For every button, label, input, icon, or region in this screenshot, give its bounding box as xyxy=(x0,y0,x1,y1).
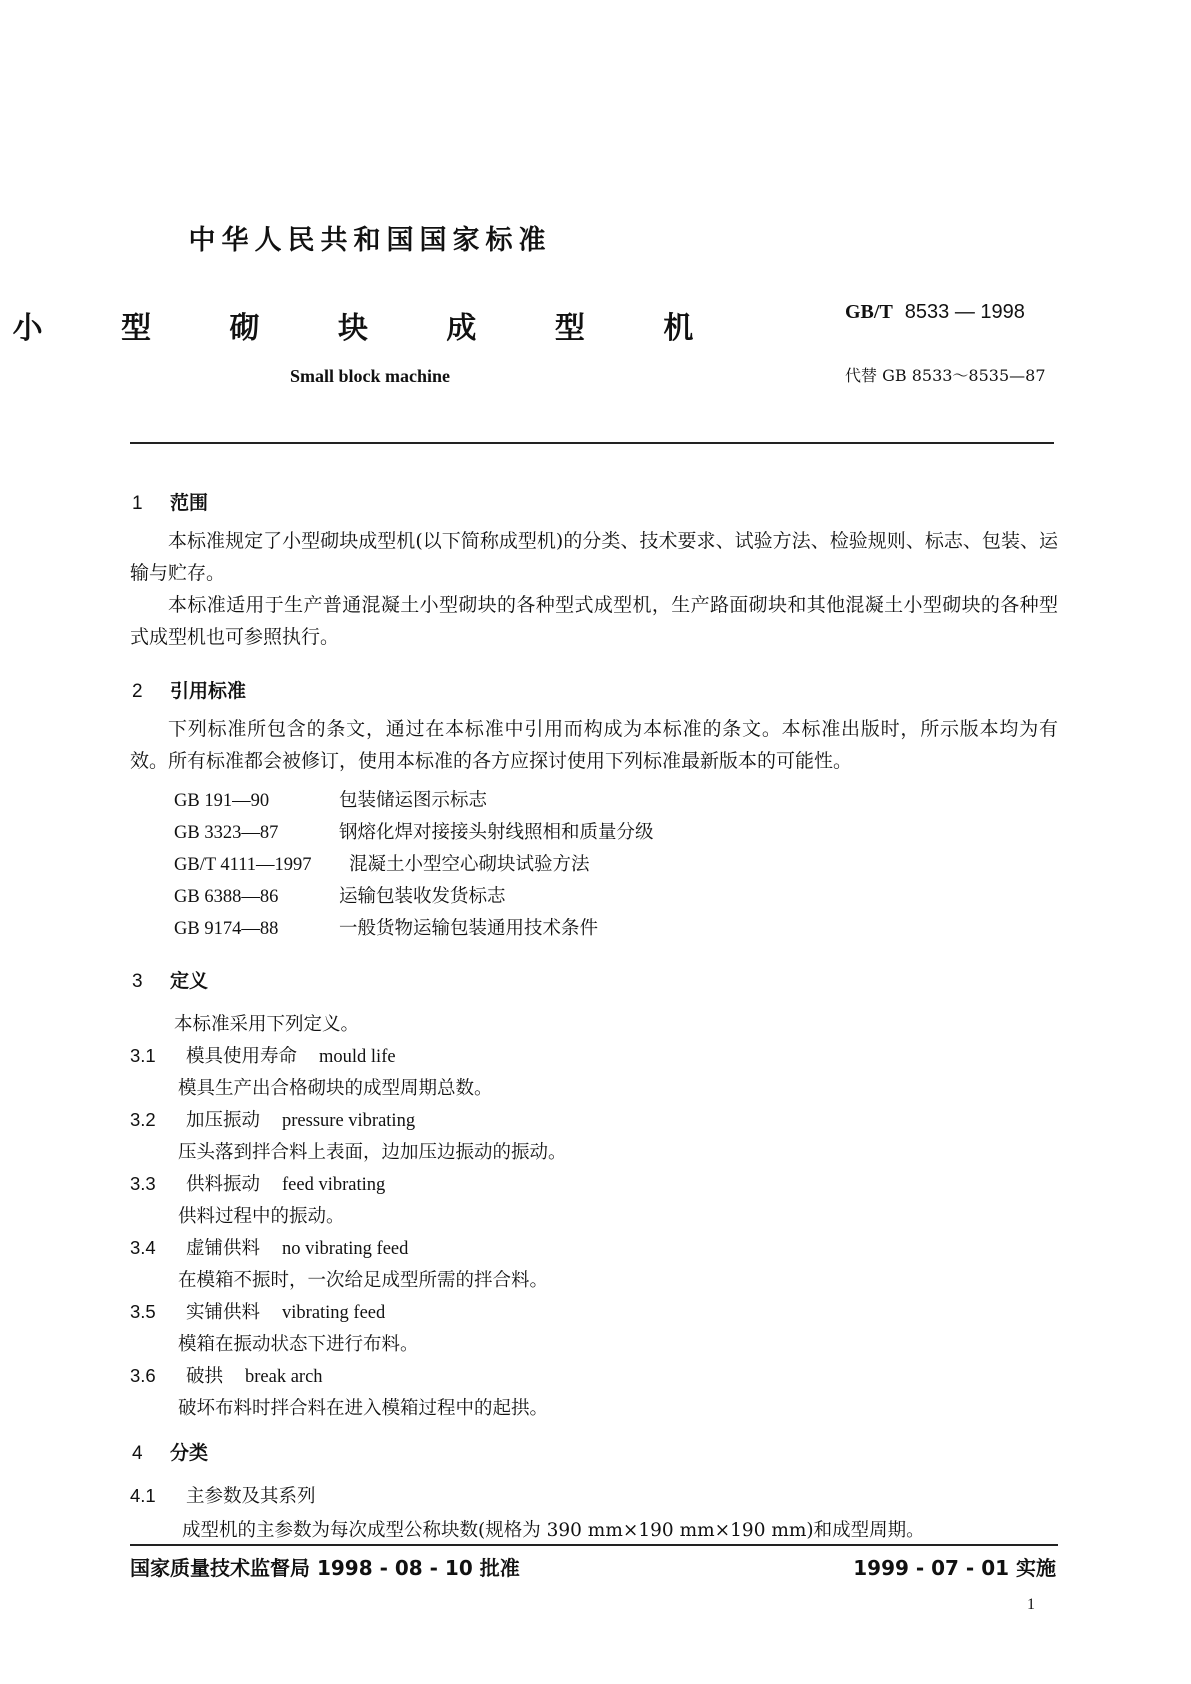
definition-number: 3.5 xyxy=(130,1301,156,1322)
definition-term-en: no vibrating feed xyxy=(282,1239,409,1259)
section-3-intro: 本标准采用下列定义。 xyxy=(174,1014,360,1035)
replaces-note: 代替 GB 8533～8535—87 xyxy=(845,366,1046,385)
definition-term-en: vibrating feed xyxy=(282,1303,386,1323)
national-standard-title: 中华人民共和国国家标准 xyxy=(188,225,552,256)
footer-divider xyxy=(130,1544,1058,1546)
document-title: 小 型 砌 块 成 型 机 xyxy=(12,311,728,346)
effective-date: 1999 - 07 - 01 实施 xyxy=(853,1556,1056,1580)
subsection-title: 主参数及其系列 xyxy=(186,1486,316,1507)
section-title: 定义 xyxy=(170,970,209,992)
definition-term-en: pressure vibrating xyxy=(282,1111,416,1131)
section-3-heading xyxy=(132,966,208,993)
definition-term-cn: 实铺供料 xyxy=(186,1302,261,1323)
reference-code: GB 6388—86 xyxy=(174,887,279,907)
definition-term xyxy=(130,1042,396,1068)
section-title: 范围 xyxy=(170,492,209,514)
reference-title: 运输包装收发货标志 xyxy=(339,886,506,907)
reference-title: 一般货物运输包装通用技术条件 xyxy=(339,918,599,939)
definition-term xyxy=(130,1170,385,1196)
header-divider xyxy=(130,442,1054,444)
subsection-number: 4.1 xyxy=(130,1485,156,1506)
definition-number: 3.3 xyxy=(130,1173,156,1194)
section-number: 1 xyxy=(132,493,143,514)
subsection-4-1-description: 成型机的主参数为每次成型公称块数(规格为 390 mm×190 mm×190 mm)和成型周期。 xyxy=(182,1520,925,1541)
definition-description: 破坏布料时拌合料在进入模箱过程中的起拱。 xyxy=(178,1398,549,1419)
subsection-4-1-heading xyxy=(130,1482,316,1508)
reference-item xyxy=(174,786,487,812)
approval-line: 国家质量技术监督局 1998 - 08 - 10 批准 xyxy=(130,1556,520,1580)
standard-number xyxy=(845,301,1025,324)
reference-title: 混凝土小型空心砌块试验方法 xyxy=(349,854,590,875)
definition-term-cn: 供料振动 xyxy=(186,1174,261,1195)
reference-title: 钢熔化焊对接接头射线照相和质量分级 xyxy=(339,822,654,843)
page-number: 1 xyxy=(1027,1596,1035,1613)
definition-description: 压头落到拌合料上表面，边加压边振动的振动。 xyxy=(178,1142,567,1163)
definition-term xyxy=(130,1362,323,1388)
definition-description: 模具生产出合格砌块的成型周期总数。 xyxy=(178,1078,493,1099)
reference-title: 包装储运图示标志 xyxy=(339,790,488,811)
section-number: 4 xyxy=(132,1443,143,1464)
definition-term xyxy=(130,1234,408,1260)
definition-description: 供料过程中的振动。 xyxy=(178,1206,345,1227)
section-2-heading xyxy=(132,676,246,703)
section-1-paragraph-1: 本标准规定了小型砌块成型机(以下简称成型机)的分类、技术要求、试验方法、检验规则、标志、包装、运输与贮存。 xyxy=(130,530,1058,584)
definition-number: 3.2 xyxy=(130,1109,156,1130)
definition-term-en: break arch xyxy=(245,1367,323,1387)
section-title: 引用标准 xyxy=(170,680,247,702)
section-number: 2 xyxy=(132,681,143,702)
section-number: 3 xyxy=(132,971,143,992)
definition-term xyxy=(130,1298,385,1324)
section-1-heading xyxy=(132,488,208,515)
definition-term-cn: 破拱 xyxy=(186,1366,224,1387)
reference-code: GB/T 4111—1997 xyxy=(174,855,312,875)
reference-item xyxy=(174,914,598,940)
definition-number: 3.1 xyxy=(130,1045,156,1066)
definition-term-en: mould life xyxy=(319,1047,396,1067)
reference-code: GB 3323—87 xyxy=(174,823,279,843)
reference-code: GB 9174—88 xyxy=(174,919,279,939)
definition-term-cn: 虚铺供料 xyxy=(186,1238,261,1259)
definition-description: 模箱在振动状态下进行布料。 xyxy=(178,1334,419,1355)
definition-term-cn: 加压振动 xyxy=(186,1110,261,1131)
reference-item xyxy=(174,850,590,876)
section-4-heading xyxy=(132,1438,208,1465)
reference-item xyxy=(174,818,654,844)
definition-term-en: feed vibrating xyxy=(282,1175,386,1195)
definition-description: 在模箱不振时，一次给足成型所需的拌合料。 xyxy=(178,1270,549,1291)
section-2-paragraph-1: 下列标准所包含的条文，通过在本标准中引用而构成为本标准的条文。本标准出版时，所示版本均为有效。所有标准都会被修订，使用本标准的各方应探讨使用下列标准最新版本的可能性。 xyxy=(130,718,1058,772)
reference-item xyxy=(174,882,506,908)
section-title: 分类 xyxy=(170,1442,209,1464)
standard-prefix: GB/T xyxy=(845,301,893,323)
standard-code: 8533 — 1998 xyxy=(904,301,1025,323)
definition-term xyxy=(130,1106,415,1132)
definition-term-cn: 模具使用寿命 xyxy=(186,1046,298,1067)
definition-number: 3.4 xyxy=(130,1237,156,1258)
definition-number: 3.6 xyxy=(130,1365,156,1386)
document-subtitle: Small block machine xyxy=(289,366,450,386)
section-1-paragraph-2: 本标准适用于生产普通混凝土小型砌块的各种型式成型机，生产路面砌块和其他混凝土小型砌块的各种型式成型机也可参照执行。 xyxy=(130,594,1058,648)
reference-code: GB 191—90 xyxy=(174,791,270,811)
